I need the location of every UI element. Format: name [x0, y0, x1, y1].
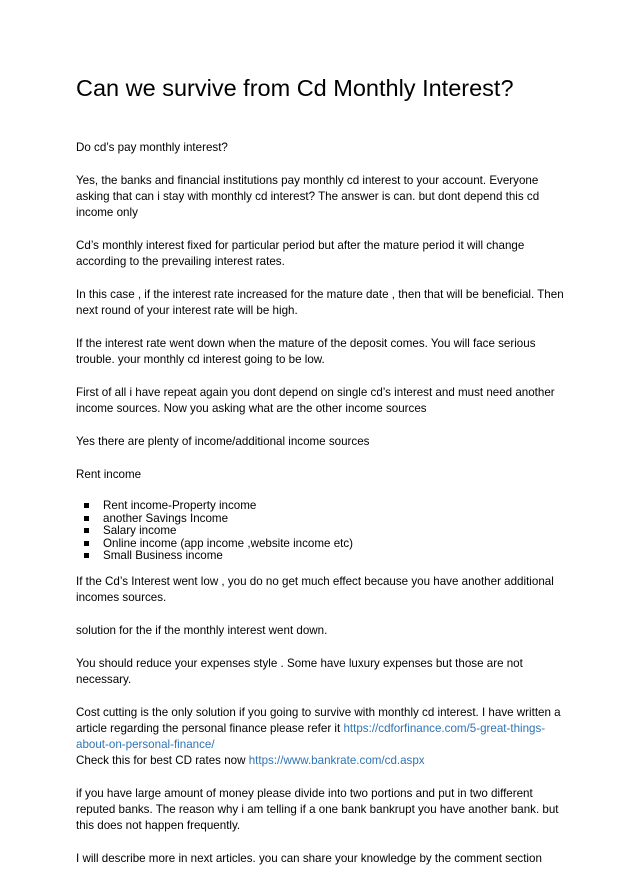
paragraph-rate-increase: In this case , if the interest rate increased for the mature date , then that will be beneficial. Then next round of your interest rate will be high.: [76, 288, 564, 317]
list-item: another Savings Income: [76, 513, 566, 526]
cost-cutting-text: Cost cutting is the only solution if you going to survive with monthly cd interest. I have written a article regarding the personal finance please refer it: [76, 705, 561, 735]
paragraph-question: Do cd’s pay monthly interest?: [76, 141, 228, 154]
paragraph-fixed-period: Cd’s monthly interest fixed for particular period but after the mature period it will change according to the prevailing interest rates.: [76, 239, 525, 268]
paragraph-rent-income: Rent income: [76, 468, 142, 481]
page-title: Can we survive from Cd Monthly Interest?: [76, 75, 514, 101]
paragraph-answer: Yes, the banks and financial institutions pay monthly cd interest to your account. Everyone asking that can i stay with monthly cd interest? The answer is can. but dont depend this cd income only: [76, 174, 540, 219]
paragraph-solution: solution for the if the monthly interest went down.: [76, 623, 328, 637]
list-item: Small Business income: [76, 550, 566, 563]
paragraph-plenty-sources: Yes there are plenty of income/additional income sources: [76, 435, 370, 448]
bankrate-link[interactable]: https://www.bankrate.com/cd.aspx: [248, 753, 425, 767]
paragraph-divide-money: if you have large amount of money please divide into two portions and put in two different reputed banks. The reason why i am telling if a one bank bankrupt you have another bank. but this does not happen frequently.: [76, 786, 559, 832]
cd-rates-text: Check this for best CD rates now: [76, 753, 249, 767]
paragraph-reduce-expenses: You should reduce your expenses style . Some have luxury expenses but those are not necessary.: [76, 656, 523, 686]
document-body: [76, 140, 566, 884]
list-item: Online income (app income ,website income etc): [76, 538, 566, 551]
paragraph-rate-decrease: If the interest rate went down when the mature of the deposit comes. You will face serious trouble. your monthly cd interest going to be low.: [76, 337, 536, 366]
paragraph-closing: I will describe more in next articles. you can share your knowledge by the comment section: [76, 851, 542, 865]
personal-finance-link[interactable]: https://cdforfinance.com/5-great-things-about-on-personal-finance/: [76, 721, 546, 751]
income-list: [76, 500, 566, 563]
paragraph-other-sources: First of all i have repeat again you dont depend on single cd’s interest and must need another income sources. Now you asking what are the other income sources: [76, 386, 555, 415]
list-item: Salary income: [76, 525, 566, 538]
paragraph-cost-cutting: [76, 705, 566, 769]
list-item: Rent income-Property income: [76, 500, 566, 513]
paragraph-interest-low: If the Cd’s Interest went low , you do no get much effect because you have another additional incomes sources.: [76, 574, 554, 604]
